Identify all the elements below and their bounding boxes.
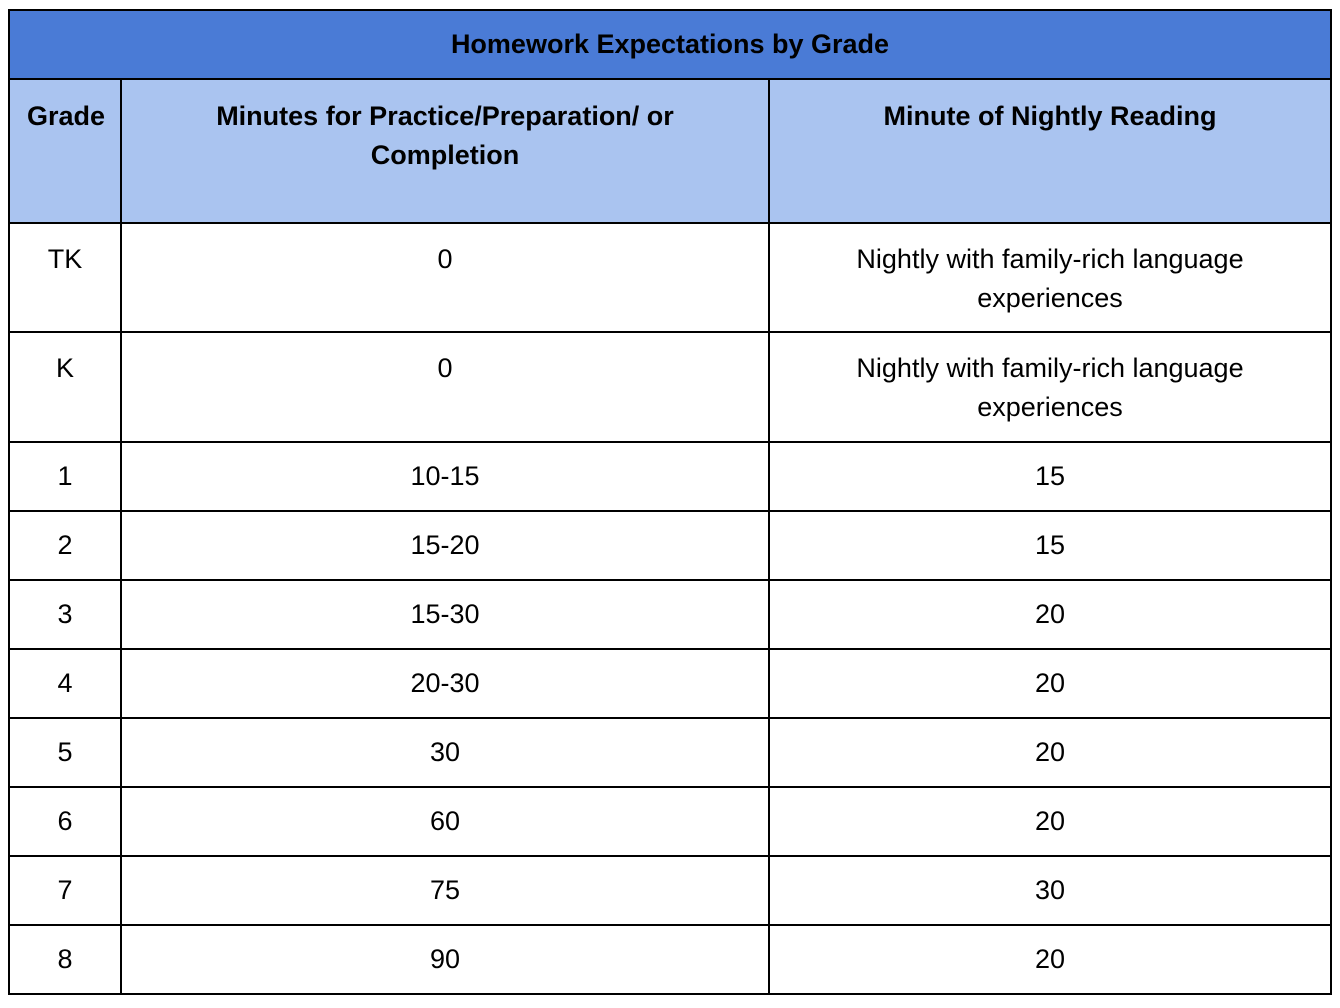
cell-grade: 2 [9,511,121,580]
table-row [9,223,1331,332]
cell-reading: 20 [769,787,1331,856]
cell-practice: 15-20 [121,511,769,580]
cell-practice: 0 [121,332,769,442]
cell-grade: 5 [9,718,121,787]
cell-grade: TK [9,223,121,332]
cell-practice: 0 [121,223,769,332]
table-row [9,856,1331,925]
table-title: Homework Expectations by Grade [9,10,1331,79]
table-title-row [9,10,1331,79]
cell-grade: K [9,332,121,442]
table-row [9,580,1331,649]
cell-grade: 3 [9,580,121,649]
table-row [9,787,1331,856]
homework-expectations-table [8,9,1332,995]
cell-reading: 30 [769,856,1331,925]
cell-grade: 7 [9,856,121,925]
header-reading-minutes: Minute of Nightly Reading [769,79,1331,223]
homework-table-container [8,9,1330,995]
cell-grade: 4 [9,649,121,718]
cell-reading-text: Nightly with family-rich language experiences [856,244,1244,313]
cell-practice: 30 [121,718,769,787]
cell-reading [769,332,1331,442]
cell-reading: 20 [769,718,1331,787]
table-row [9,649,1331,718]
cell-practice: 10-15 [121,442,769,511]
cell-practice: 60 [121,787,769,856]
cell-reading: 20 [769,649,1331,718]
header-practice-minutes [121,79,769,223]
cell-grade: 1 [9,442,121,511]
cell-practice: 15-30 [121,580,769,649]
cell-practice: 20-30 [121,649,769,718]
cell-reading: 20 [769,580,1331,649]
table-header-row [9,79,1331,223]
header-practice-label: Minutes for Practice/Preparation/ or Completion [216,101,674,170]
cell-reading-text: Nightly with family-rich language experiences [856,353,1244,422]
cell-grade: 8 [9,925,121,994]
table-row [9,442,1331,511]
table-row [9,718,1331,787]
header-grade: Grade [9,79,121,223]
cell-reading [769,223,1331,332]
cell-reading: 15 [769,511,1331,580]
cell-reading: 20 [769,925,1331,994]
table-row [9,332,1331,442]
table-row [9,511,1331,580]
cell-practice: 90 [121,925,769,994]
cell-reading: 15 [769,442,1331,511]
cell-practice: 75 [121,856,769,925]
table-row [9,925,1331,994]
cell-grade: 6 [9,787,121,856]
